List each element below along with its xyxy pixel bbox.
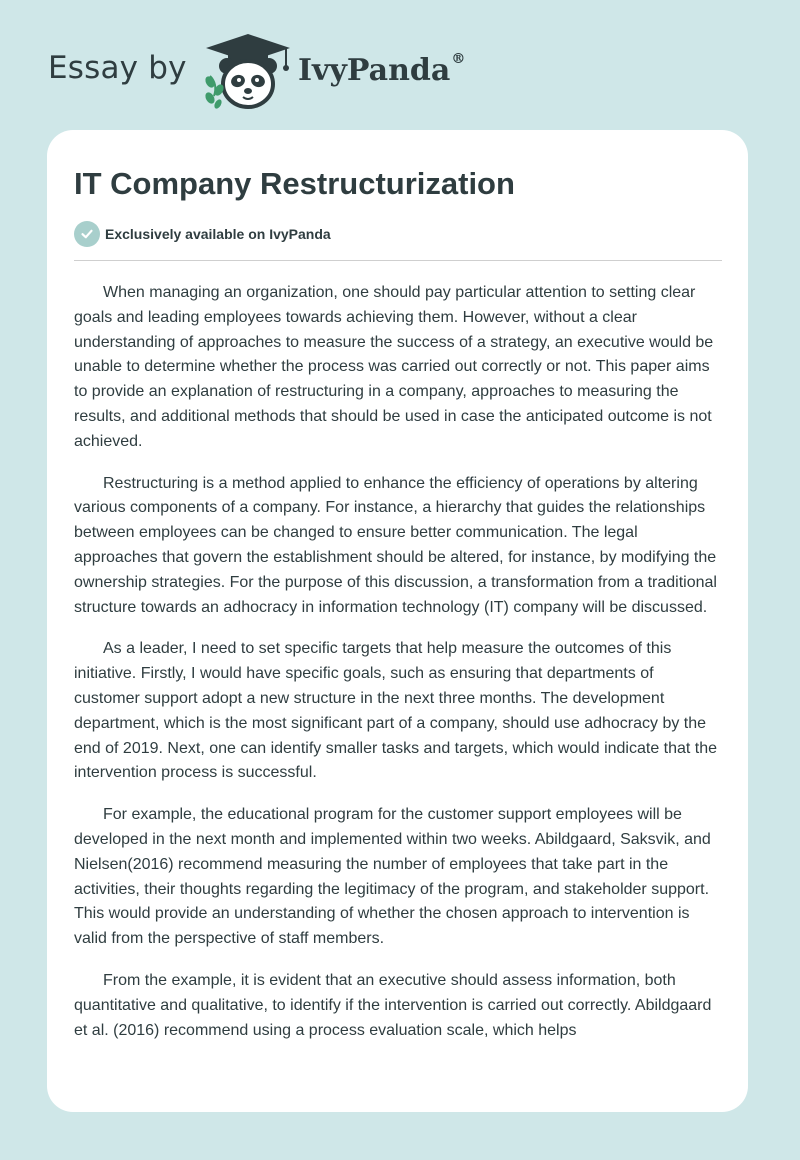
site-header [0,0,800,130]
paragraph: As a leader, I need to set specific targets that help measure the outcomes of this initiative. Firstly, I would have specific goals, such as ensuring that departments of customer support adopt a new structure in the next three months. The development department, which is the most significant part of a company, should use adhocracy by the end of 2019. Next, one can identify smaller tasks and targets, which would indicate that the intervention process is successful. [74,640,718,782]
ivypanda-panda-logo-icon [200,32,296,112]
essay-by-label: Essay by [48,50,187,86]
paragraph: When managing an organization, one should pay particular attention to setting clear goals and leading employees towards achieving them. However, without a clear understanding of approaches to measure the success of a strategy, an executive would be unable to determine whether the process was carried out correctly or not. This paper aims to provide an explanation of restructuring in a company, approaches to measuring the results, and additional methods that should be used in case the anticipated outcome is not achieved. [74,284,714,450]
ivypanda-wordmark: IvyPanda® [298,51,466,88]
essay-card [47,130,748,1112]
exclusive-badge [74,220,722,248]
paragraph: From the example, it is evident that an executive should assess information, both quantitative and qualitative, to identify if the intervention is carried out correctly. Abildgaard et al. (2016) recommend using a process evaluation scale, which helps [74,971,712,1039]
essay-body [74,281,722,1043]
paragraph: For example, the educational program for the customer support employees will be developed in the next month and implemented within two weeks. Abildgaard, Saksvik, and Nielsen(2016) recommend measuring the number of employees that take part in the activities, their thoughts regarding the legitimacy of the program, and stakeholder support. This would provide an understanding of whether the chosen approach to intervention is valid from the perspective of staff members. [74,806,711,948]
checkmark-icon [74,221,100,247]
divider [74,260,722,261]
registered-mark: ® [451,51,466,67]
page-title: IT Company Restructurization [74,166,515,201]
paragraph: Restructuring is a method applied to enhance the efficiency of operations by altering various components of a company. For instance, a hierarchy that guides the relationships between employees can be changed to ensure better communication. The legal approaches that govern the establishment should be altered, for instance, by modifying the ownership strategies. For the purpose of this discussion, a transformation from a traditional structure towards an adhocracy in information technology (IT) company will be discussed. [74,474,717,616]
exclusive-badge-label: Exclusively available on IvyPanda [105,226,331,242]
